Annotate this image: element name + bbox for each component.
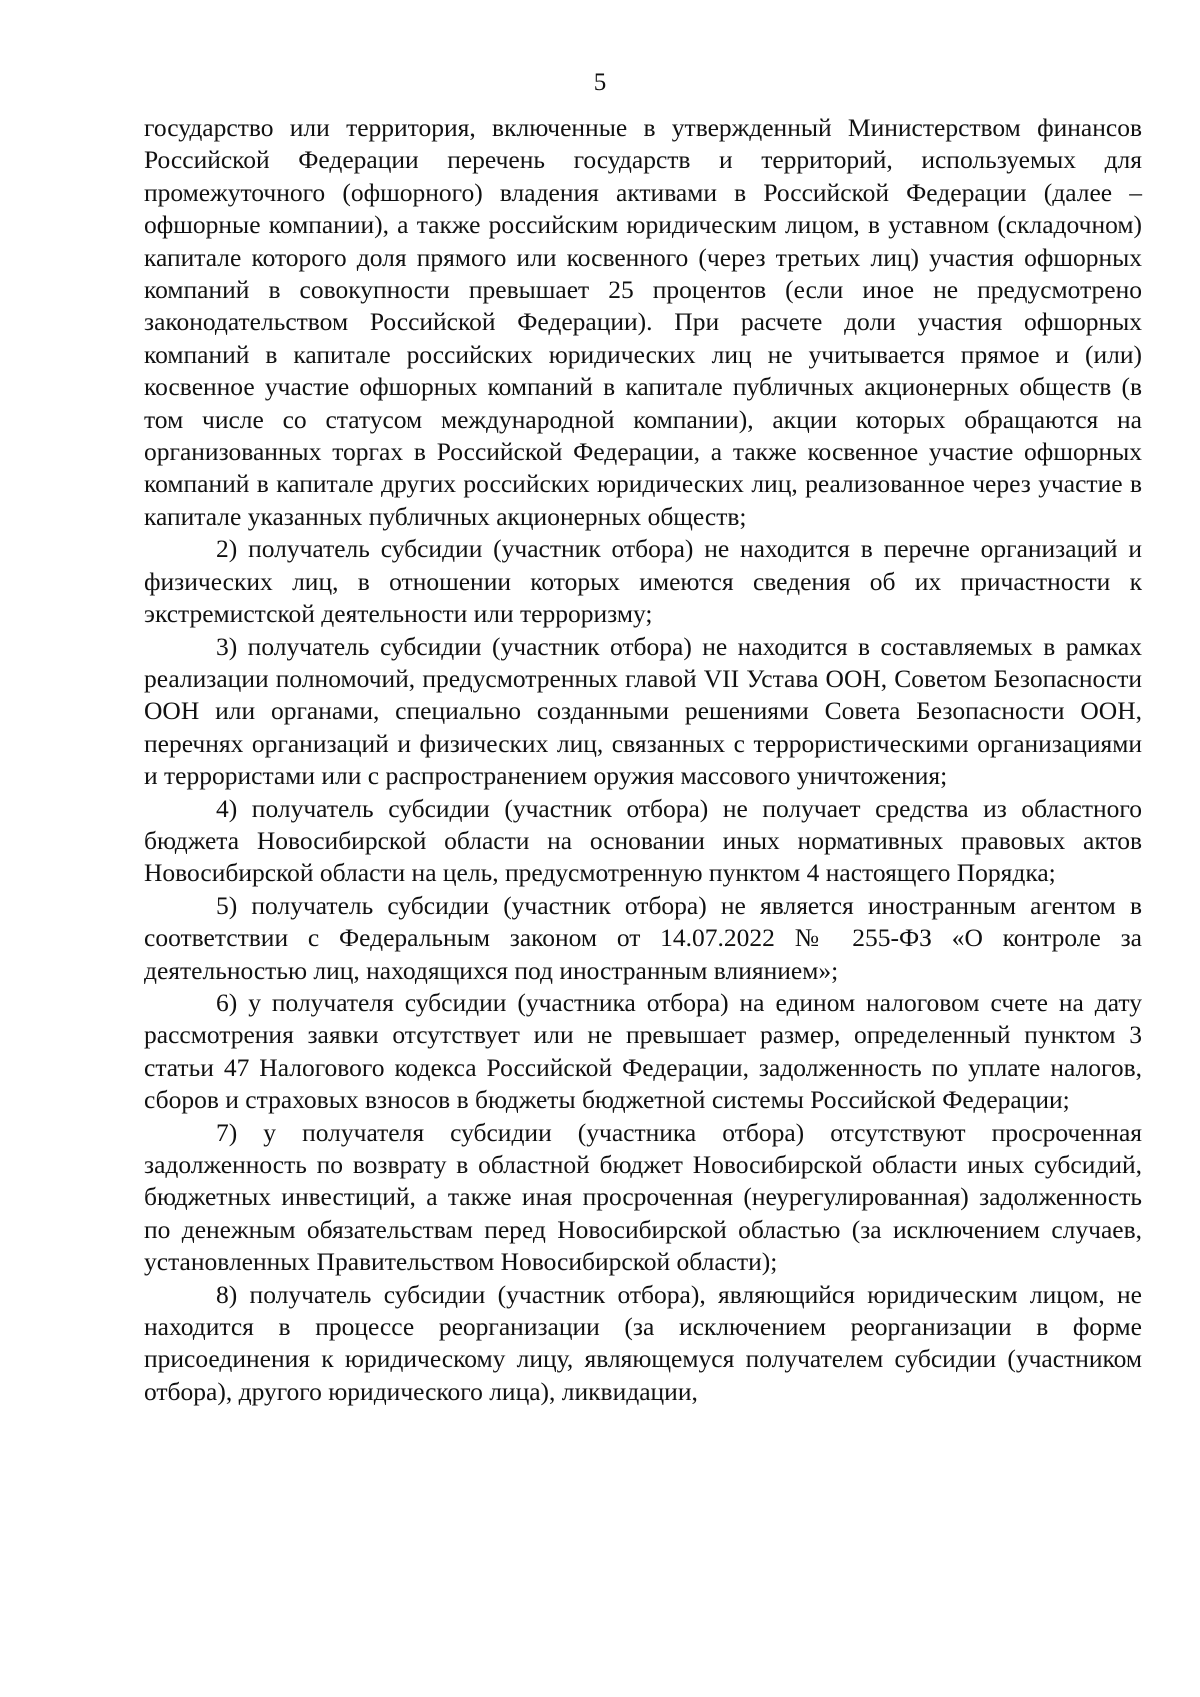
paragraph-item-3: 3) получатель субсидии (участник отбора) не находится в составляемых в рамках реализации полномочий, предусмотренных главой VII Устава ООН, Советом Безопасности ООН или органами, специально созданными решениями Совета Безопасности ООН, перечнях организаций и физических лиц, связанных с террористическими организациями и террористами или с распространением оружия массового уничтожения; <box>144 631 1142 791</box>
paragraph-item-8: 8) получатель субсидии (участник отбора), являющийся юридическим лицом, не находится в процессе реорганизации (за исключением реорганизации в форме присоединения к юридическому лицу, являющемуся получателем субсидии (участником отбора), другого юридического лица), ликвидации, <box>144 1279 1142 1406</box>
paragraph-item-4: 4) получатель субсидии (участник отбора) не получает средства из областного бюджета Новосибирской области на основании иных нормативных правовых актов Новосибирской области на цель, предусмотренную пунктом 4 настоящего Порядка; <box>144 793 1142 888</box>
paragraph-item-7: 7) у получателя субсидии (участника отбора) отсутствуют просроченная задолженность по возврату в областной бюджет Новосибирской области иных субсидий, бюджетных инвестиций, а также иная просроченная (неурегулированная) задолженность по денежным обязательствам перед Новосибирской областью (за исключением случаев, установленных Правительством Новосибирской области); <box>144 1117 1142 1277</box>
page-number: 5 <box>593 69 607 96</box>
paragraph-item-2: 2) получатель субсидии (участник отбора) не находится в перечне организаций и физических лиц, в отношении которых имеются сведения об их причастности к экстремистской деятельности или терроризму; <box>144 534 1142 629</box>
paragraph-offshore-continuation: государство или территория, включенные в утвержденный Министерством финансов Российской Федерации перечень государств и территорий, используемых для промежуточного (офшорного) владения активами в Российской Федерации (далее – офшорные компании), а также российским юридическим лицом, в уставном (складочном) капитале которого доля прямого или косвенного (через третьих лиц) участия офшорных компаний в совокупности превышает 25 процентов (если иное не предусмотрено законодательством Российской Федерации). При расчете доли участия офшорных компаний в капитале российских юридических лиц не учитывается прямое и (или) косвенное участие офшорных компаний в капитале публичных акционерных обществ (в том числе со статусом международной компании), акции которых обращаются на организованных торгах в Российской Федерации, а также косвенное участие офшорных компаний в капитале других российских юридических лиц, реализованное через участие в капитале указанных публичных акционерных обществ; <box>144 113 1142 531</box>
document-body <box>144 112 1142 1408</box>
paragraph-item-6: 6) у получателя субсидии (участника отбора) на едином налоговом счете на дату рассмотрения заявки отсутствует или не превышает размер, определенный пунктом 3 статьи 47 Налогового кодекса Российской Федерации, задолженность по уплате налогов, сборов и страховых взносов в бюджеты бюджетной системы Российской Федерации; <box>144 987 1142 1115</box>
paragraph-item-5: 5) получатель субсидии (участник отбора) не является иностранным агентом в соответствии с Федеральным законом от 14.07.2022 № 255-ФЗ «О контроле за деятельностью лиц, находящихся под иностранным влиянием»; <box>144 890 1142 985</box>
